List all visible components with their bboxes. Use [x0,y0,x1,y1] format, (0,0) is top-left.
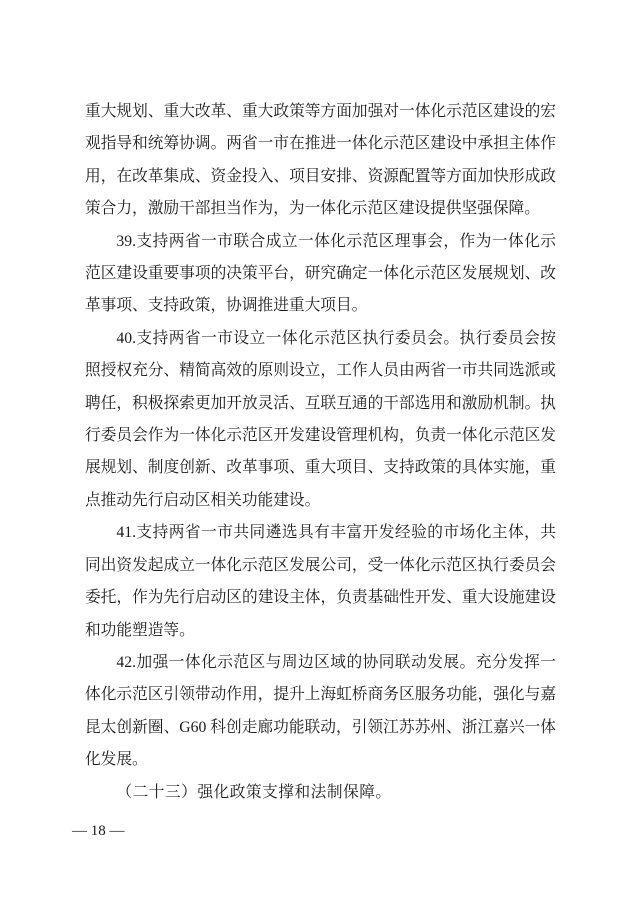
paragraph-item-40: 40.支持两省一市设立一体化示范区执行委员会。执行委员会按照授权充分、精简高效的原则设立，工作人员由两省一市共同选派或聘任，积极探索更加开放灵活、互联互通的干部选用和激励机制。执行委员会作为一体化示范区开发建设管理机构，负责一体化示范区发展规划、制度创新、改革事项、重大项目、支持政策的具体实施，重点推动先行启动区相关功能建设。 [85,329,556,509]
section-heading-23: （二十三）强化政策支撑和法制保障。 [116,783,392,801]
paragraph-item-42: 42.加强一体化示范区与周边区域的协同联动发展。充分发挥一体化示范区引领带动作用，提升上海虹桥商务区服务功能，强化与嘉昆太创新圈、G60 科创走廊功能联动，引领江苏苏州、浙江嘉兴一体化发展。 [85,653,556,769]
document-body [85,96,556,809]
paragraph-item-39: 39.支持两省一市联合成立一体化示范区理事会，作为一体化示范区建设重要事项的决策平台，研究确定一体化示范区发展规划、改革事项、支持政策，协调推进重大项目。 [85,232,556,315]
page-number: — 18 — [72,823,125,839]
paragraph-item-41: 41.支持两省一市共同遴选具有丰富开发经验的市场化主体，共同出资发起成立一体化示范区发展公司，受一体化示范区执行委员会委托，作为先行启动区的建设主体，负责基础性开发、重大设施建设和功能塑造等。 [85,524,556,639]
paragraph-continuation: 重大规划、重大改革、重大政策等方面加强对一体化示范区建设的宏观指导和统筹协调。两省一市在推进一体化示范区建设中承担主体作用，在改革集成、资金投入、项目安排、资源配置等方面加快形成政策合力，激励干部担当作为，为一体化示范区建设提供坚强保障。 [85,103,556,218]
